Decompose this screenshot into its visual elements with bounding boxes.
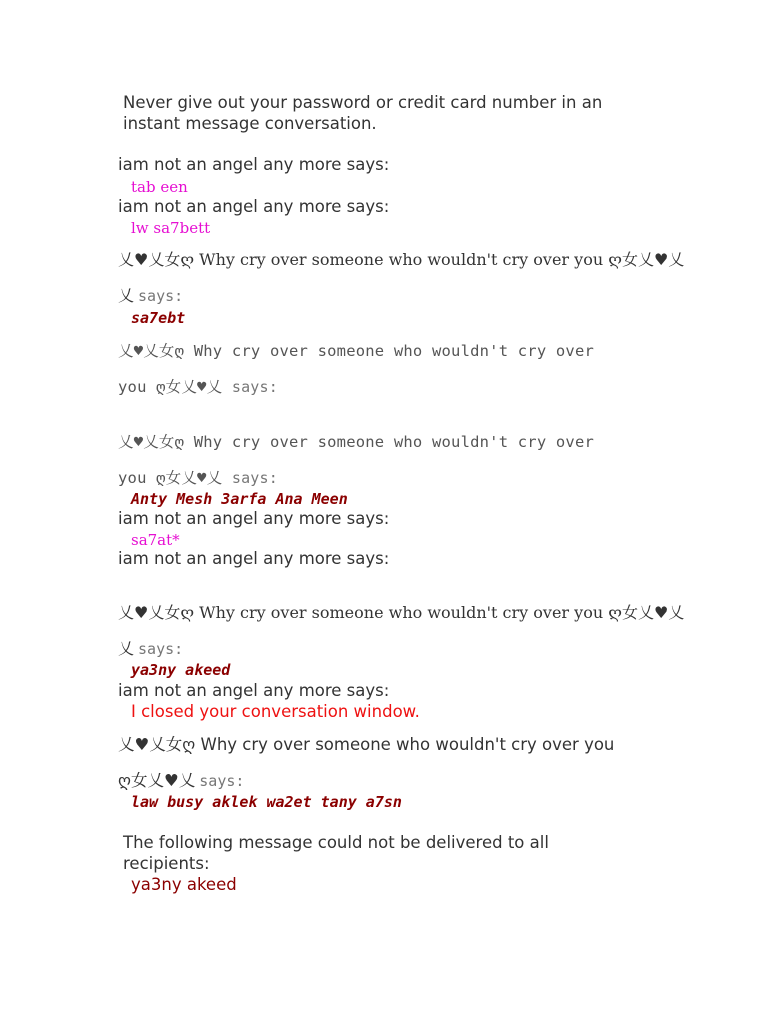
- sender-label: iam not an angel any more says:: [118, 681, 390, 700]
- sender-angel: [118, 154, 389, 175]
- message-body: lw sa7bett: [131, 219, 211, 237]
- sender-cry: [118, 734, 614, 755]
- sender-cry-line2: [118, 468, 278, 488]
- message-body: I closed your conversation window.: [131, 702, 420, 721]
- delivery-failure-notice: [118, 832, 593, 874]
- sender-label: 乂♥乂女ღ Why cry over someone who wouldn't cry over you ღ女乂♥乂: [118, 250, 685, 269]
- sender-angel: [118, 508, 389, 529]
- sender-label-cont: 乂: [118, 286, 135, 305]
- sender-cry-line2: [118, 770, 244, 791]
- sender-label-cont: you ღ女乂♥乂: [118, 378, 223, 396]
- message-body: ya3ny akeed: [131, 661, 231, 679]
- sender-angel: [118, 196, 389, 217]
- sender-angel: [118, 548, 389, 569]
- message-text: [118, 489, 348, 509]
- sender-label-cont: ღ女乂♥乂: [118, 771, 196, 790]
- message-text: [118, 308, 185, 328]
- message-text: [118, 792, 402, 812]
- message-text: [118, 530, 180, 550]
- sender-cry-line2: [118, 639, 183, 659]
- security-notice-text: Never give out your password or credit card number in an instant message conversation.: [123, 93, 603, 133]
- message-text: [118, 701, 420, 722]
- security-notice: [118, 92, 648, 134]
- message-body: Anty Mesh 3arfa Ana Meen: [131, 490, 348, 508]
- sender-label: 乂♥乂女ღ Why cry over someone who wouldn't cry over: [118, 433, 595, 451]
- sender-label: iam not an angel any more says:: [118, 549, 390, 568]
- sender-cry: [118, 603, 684, 623]
- message-body: law busy aklek wa2et tany a7sn: [131, 793, 402, 811]
- sender-label-cont: 乂: [118, 639, 135, 658]
- says-label: says:: [138, 287, 184, 305]
- sender-cry-line2: [118, 286, 183, 306]
- says-label: says:: [199, 772, 245, 790]
- message-text: [118, 218, 210, 238]
- sender-cry: [118, 432, 594, 452]
- sender-label: iam not an angel any more says:: [118, 155, 390, 174]
- message-body: ya3ny akeed: [131, 875, 237, 894]
- message-body: sa7ebt: [131, 309, 186, 327]
- sender-cry-line2: [118, 377, 278, 397]
- says-label: says:: [231, 378, 278, 396]
- says-label: says:: [231, 469, 278, 487]
- sender-cry: [118, 250, 684, 270]
- message-text: [118, 874, 237, 895]
- sender-label: 乂♥乂女ღ Why cry over someone who wouldn't cry over: [118, 342, 595, 360]
- message-body: tab een: [131, 178, 188, 196]
- message-text: [118, 660, 230, 680]
- delivery-failure-text: The following message could not be delivered to all recipients:: [123, 833, 549, 873]
- sender-cry: [118, 341, 594, 361]
- message-text: [118, 177, 188, 197]
- sender-label: iam not an angel any more says:: [118, 509, 390, 528]
- sender-label-cont: you ღ女乂♥乂: [118, 469, 223, 487]
- sender-angel: [118, 680, 389, 701]
- message-body: sa7at*: [131, 531, 180, 549]
- sender-label: iam not an angel any more says:: [118, 197, 390, 216]
- says-label: says:: [138, 640, 184, 658]
- sender-label: 乂♥乂女ღ Why cry over someone who wouldn't cry over you: [118, 735, 615, 754]
- sender-label: 乂♥乂女ღ Why cry over someone who wouldn't cry over you ღ女乂♥乂: [118, 603, 685, 622]
